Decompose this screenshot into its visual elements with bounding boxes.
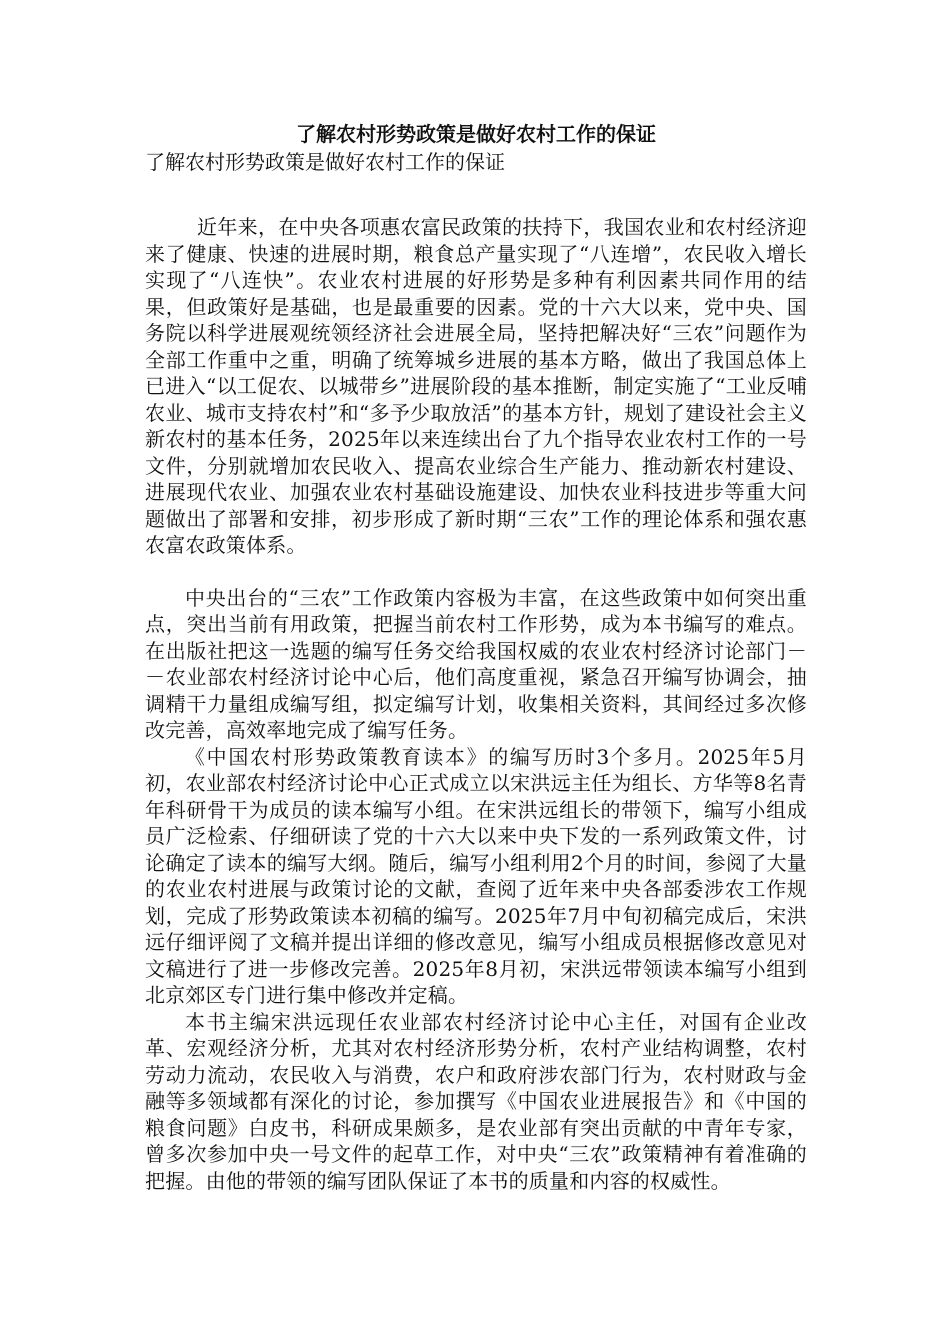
document-subtitle: 了解农村形势政策是做好农村工作的保证 bbox=[145, 150, 505, 174]
paragraph-1: 近年来，在中央各项惠农富民政策的扶持下，我国农业和农村经济迎来了健康、快速的进展时期，粮食总产量实现了“八连增”，农民收入增长实现了“八连快”。农业农村进展的好形势是多种有利因素共同作用的结果，但政策好是基础，也是最重要的因素。党的十六大以来，党中央、国务院以科学进展观统领经济社会进展全局，坚持把解决好“三农”问题作为全部工作重中之重，明确了统筹城乡进展的基本方略，做出了我国总体上已进入“以工促农、以城带乡”进展阶段的基本推断，制定实施了“工业反哺农业、城市支持农村”和“多予少取放活”的基本方针，规划了建设社会主义新农村的基本任务，2025年以来连续出台了九个指导农业农村工作的一号文件，分别就增加农民收入、提高农业综合生产能力、推动新农村建设、进展现代农业、加强农业农村基础设施建设、加快农业科技进步等重大问题做出了部署和安排，初步形成了新时期“三农”工作的理论体系和强农惠农富农政策体系。 bbox=[145, 215, 807, 557]
document-body bbox=[145, 120, 807, 1194]
paragraph-3: 《中国农村形势政策教育读本》的编写历时3个多月。2025年5月初，农业部农村经济讨论中心正式成立以宋洪远主任为组长、方华等8名青年科研骨干为成员的读本编写小组。在宋洪远组长的带领下，编写小组成员广泛检索、仔细研读了党的十六大以来中央下发的一系列政策文件，讨论确定了读本的编写大纲。随后，编写小组利用2个月的时间，参阅了大量的农业农村进展与政策讨论的文献，查阅了近年来中央各部委涉农工作规划，完成了形势政策读本初稿的编写。2025年7月中旬初稿完成后，宋洪远仔细评阅了文稿并提出详细的修改意见，编写小组成员根据修改意见对文稿进行了进一步修改完善。2025年8月初，宋洪远带领读本编写小组到北京郊区专门进行集中修改并定稿。 bbox=[145, 744, 807, 1007]
paragraph-4: 本书主编宋洪远现任农业部农村经济讨论中心主任，对国有企业改革、宏观经济分析，尤其对农村经济形势分析，农村产业结构调整，农村劳动力流动，农民收入与消费，农户和政府涉农部门行为，农村财政与金融等多领域都有深化的讨论，参加撰写《中国农业进展报告》和《中国的粮食问题》白皮书，科研成果颇多，是农业部有突出贡献的中青年专家，曾多次参加中央一号文件的起草工作，对中央“三农”政策精神有着准确的把握。由他的带领的编写团队保证了本书的质量和内容的权威性。 bbox=[145, 1009, 807, 1193]
paragraph-2: 中央出台的“三农”工作政策内容极为丰富，在这些政策中如何突出重点，突出当前有用政策，把握当前农村工作形势，成为本书编写的难点。在出版社把这一选题的编写任务交给我国权威的农业农村经济讨论部门－－农业部农村经济讨论中心后，他们高度重视，紧急召开编写协调会，抽调精干力量组成编写组，拟定编写计划，收集相关资料，其间经过多次修改完善，高效率地完成了编写任务。 bbox=[145, 585, 807, 742]
document-title: 了解农村形势政策是做好农村工作的保证 bbox=[296, 122, 656, 146]
